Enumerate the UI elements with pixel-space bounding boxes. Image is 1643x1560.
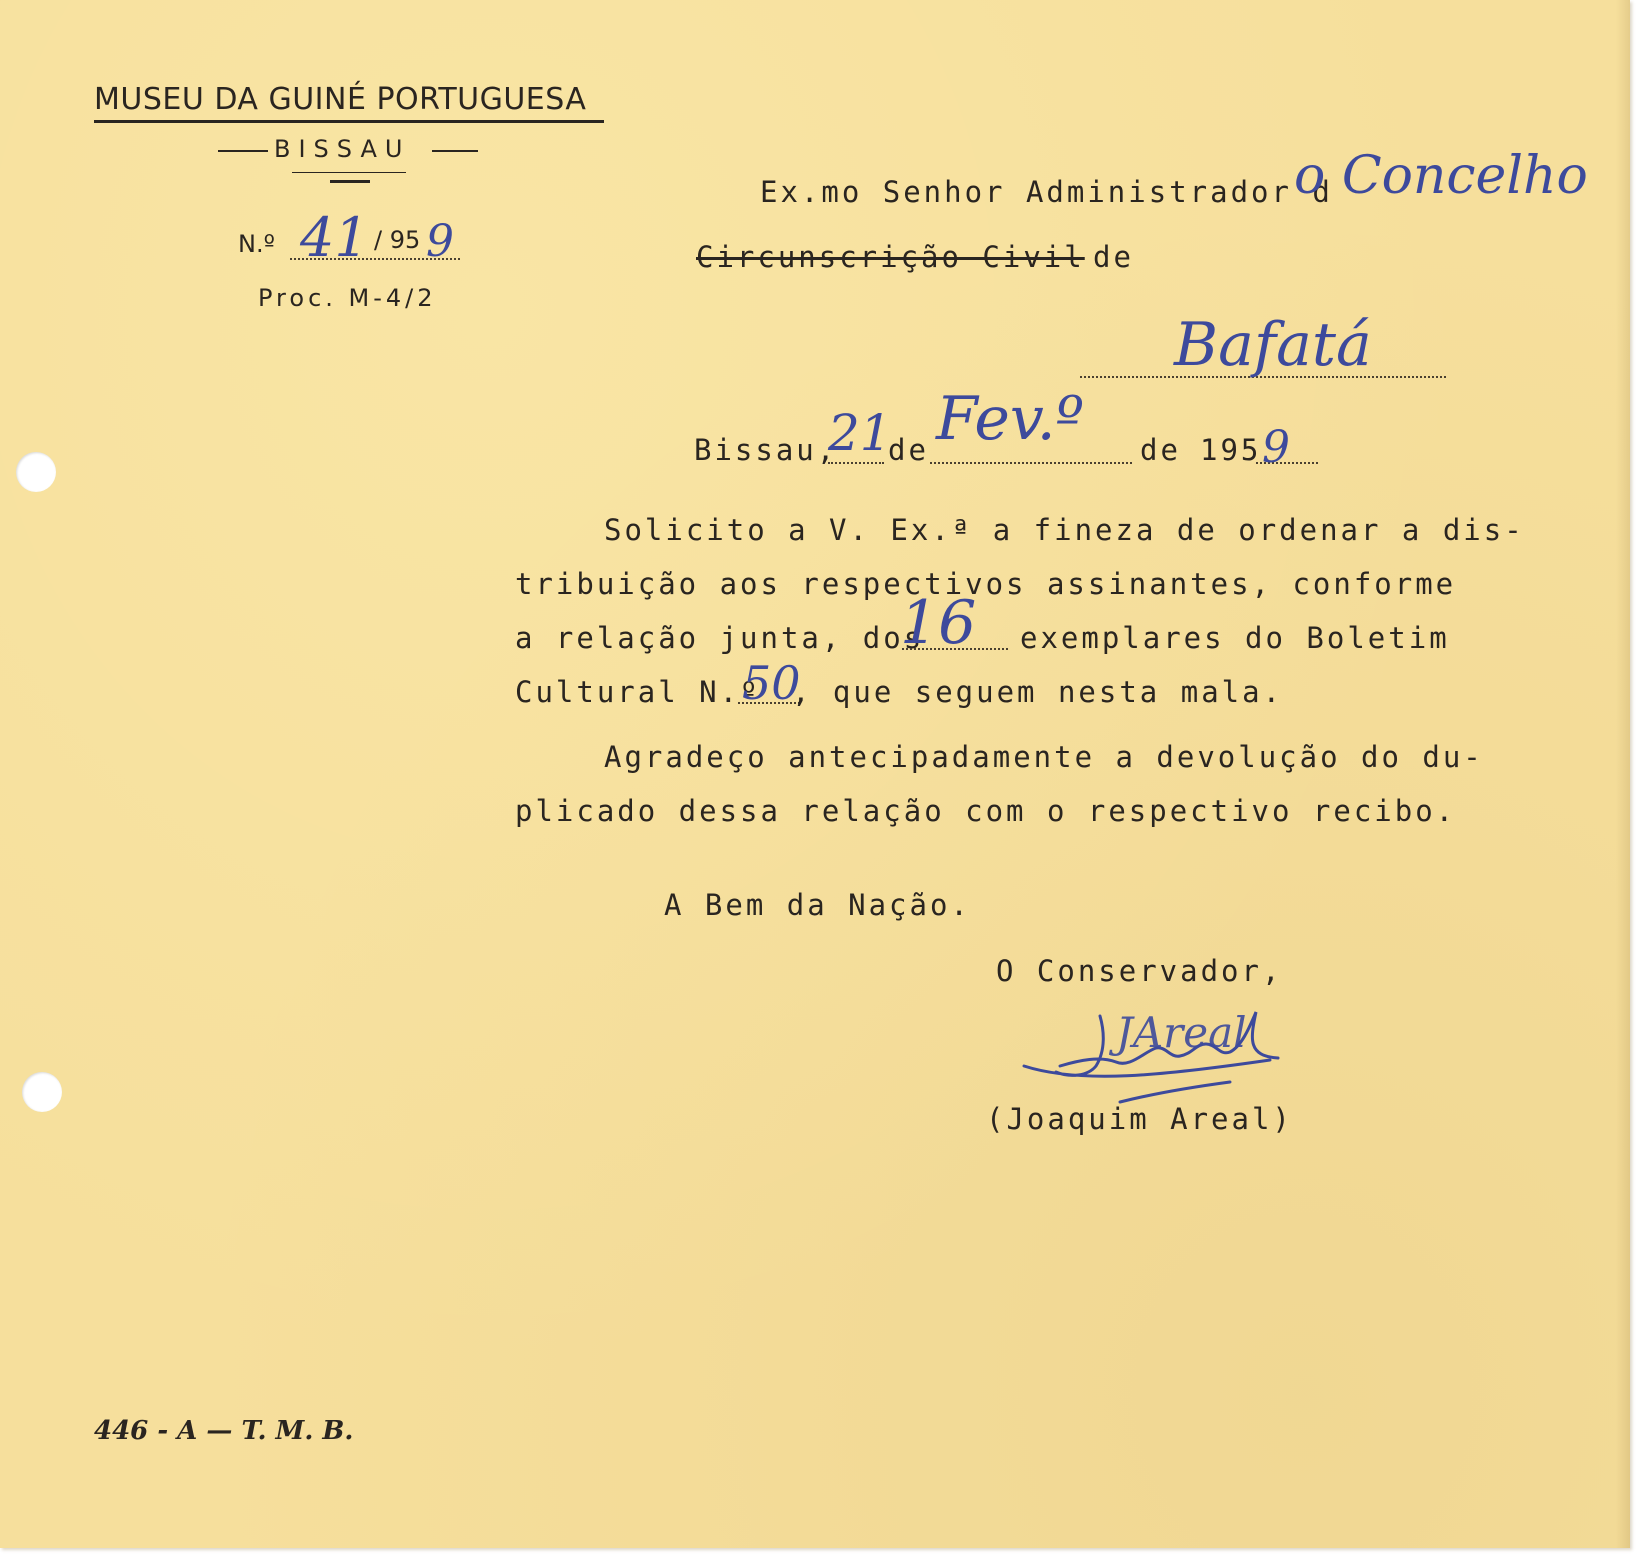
number-year-digit: 9 bbox=[426, 216, 454, 267]
closing-name: (Joaquim Areal) bbox=[986, 1102, 1293, 1136]
body-p1-line-1: Solicito a V. Ex.ª a fineza de ordenar a dis- bbox=[604, 513, 1525, 547]
letterhead-rule bbox=[94, 120, 604, 123]
addressee-de: de bbox=[1093, 240, 1134, 274]
body-p2-line-1: Agradeço antecipadamente a devolução do du- bbox=[604, 740, 1484, 774]
date-year-digit: 9 bbox=[1262, 422, 1290, 473]
body-p1-line-4a: Cultural N.º bbox=[515, 675, 761, 709]
city-underline-short bbox=[330, 180, 370, 183]
body-p1-line-3b: exemplares do Boletim bbox=[1020, 621, 1450, 655]
punch-hole-top bbox=[16, 452, 56, 492]
date-day: 21 bbox=[828, 404, 892, 462]
body-copies-count: 16 bbox=[900, 588, 977, 658]
process-reference: Proc. M-4/2 bbox=[258, 284, 437, 312]
body-p1-line-4b: , que seguem nesta mala. bbox=[792, 675, 1284, 709]
date-year-prefix: 195 bbox=[1200, 433, 1262, 467]
footer-printer-mark: 446 - A — T. M. B. bbox=[94, 1416, 354, 1446]
closing-role: O Conservador, bbox=[996, 954, 1283, 988]
date-month-dots bbox=[930, 462, 1132, 464]
addressee-handwritten-concelho: o Concelho bbox=[1294, 146, 1588, 206]
institution-name: MUSEU DA GUINÉ PORTUGUESA bbox=[94, 82, 587, 117]
body-bulletin-number: 50 bbox=[742, 656, 801, 710]
addressee-place: Bafatá bbox=[1174, 310, 1372, 380]
body-p2-line-2: plicado dessa relação com o respectivo recibo. bbox=[515, 794, 1457, 828]
body-p1-line-2: tribuição aos respectivos assinantes, conforme bbox=[515, 567, 1457, 601]
city-rule-right bbox=[432, 150, 478, 152]
body-p1-line-3a: a relação junta, dos bbox=[515, 621, 925, 655]
signature bbox=[1020, 1000, 1290, 1110]
city-rule-left bbox=[218, 150, 268, 152]
number-value: 41 bbox=[300, 206, 369, 269]
date-month: Fev.º bbox=[936, 384, 1084, 454]
addressee-struck-text: Circunscrição Civil bbox=[696, 240, 1085, 274]
signature-text: JAreal bbox=[1116, 1008, 1247, 1057]
paper-edge-shadow bbox=[1616, 0, 1630, 1548]
addressee-line-1: Ex.mo Senhor Administrador d bbox=[760, 175, 1333, 209]
punch-hole-bottom bbox=[22, 1072, 62, 1112]
date-city: Bissau, bbox=[694, 433, 838, 467]
letterhead-city: BISSAU bbox=[274, 135, 411, 163]
city-underline bbox=[292, 172, 406, 173]
date-de-2: de bbox=[1140, 433, 1181, 467]
date-day-dots bbox=[828, 462, 884, 464]
closing-salutation: A Bem da Nação. bbox=[664, 888, 971, 922]
number-year-prefix: / 95 bbox=[374, 226, 421, 254]
date-de-1: de bbox=[888, 433, 929, 467]
number-label: N.º bbox=[238, 230, 275, 258]
